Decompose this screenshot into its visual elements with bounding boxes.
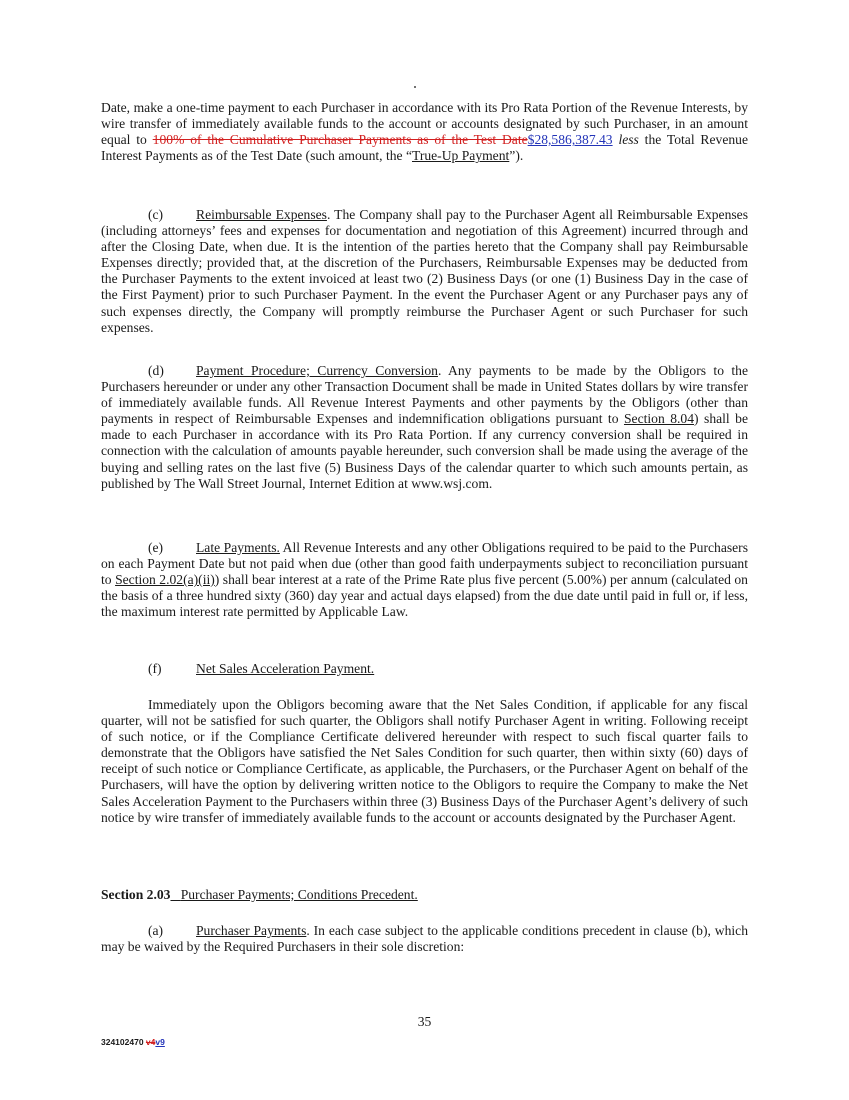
paragraph-payment-procedure [101, 363, 748, 492]
defined-term-true-up-payment: True-Up Payment [412, 148, 510, 164]
clause-label-f: (f) [148, 661, 162, 676]
clause-title-late-payments: Late Payments. [196, 540, 280, 555]
section-title-spacer [170, 887, 180, 902]
paragraph-late-payments [101, 540, 748, 620]
deleted-text: 100% of the Cumulative Purchaser Payments as of the Test Date [152, 132, 528, 148]
clause-title-reimbursable-expenses: Reimbursable Expenses [196, 207, 327, 222]
clause-body: ) shall be made to each Purchaser in accordance with its Pro Rata Portion. If any currency conversion shall be required in connection with the calculation of amounts payable hereunder, such conversion shall be made using the average of the buying and selling rates on the last five (5) Business Days of the calendar quarter to which such amounts pertain, as published by The Wall Street Journal, Internet Edition at www.wsj.com. [101, 411, 748, 491]
document-id: 324102470 [101, 1037, 146, 1047]
clause-label-e: (e) [148, 540, 164, 555]
paragraph-net-sales-acceleration [101, 697, 748, 826]
clause-body: Immediately upon the Obligors becoming aware that the Net Sales Condition, if applicable for any fiscal quarter, will not be satisfied for such quarter, the Obligors shall notify Purchaser Agent in writing. Following receipt of such notice, or if the Compliance Certificate delivered hereunder with respect to such fiscal quarter fails to demonstrate that the Obligors have satisfied the Net Sales Condition for such quarter, then within sixty (60) days of receipt of such notice or Compliance Certificate, as applicable, the Purchasers, or the Purchaser Agent on behalf of the Purchasers, will have the option by delivering written notice to the Obligors to require the Company to make the Net Sales Acceleration Payment to the Purchasers within three (3) Business Days of the Purchaser Agent’s delivery of such notice by wire transfer of immediately available funds to the account or accounts designated by the Purchaser Agent. [101, 697, 748, 825]
clause-label-d: (d) [148, 363, 164, 378]
clause-title-purchaser-payments: Purchaser Payments [196, 923, 307, 938]
italic-less: less [618, 132, 639, 148]
paragraph-purchaser-payments [101, 923, 748, 955]
clause-label-a: (a) [148, 923, 164, 938]
inserted-amount: $28,586,387.43 [527, 132, 613, 148]
clause-heading-net-sales [101, 661, 748, 677]
section-reference: Section 2.02(a)(ii) [115, 572, 215, 588]
clause-title-net-sales-acceleration: Net Sales Acceleration Payment. [196, 661, 375, 676]
section-number: Section 2.03 [101, 887, 171, 902]
paragraph-reimbursable-expenses [101, 207, 748, 336]
clause-body: . Any payments to be made by the Obligors to the Purchasers hereunder or under any other Transaction Document shall be made in United States dollars by wire transfer of immediately available funds. All Revenue Interest Payments and other payments by the Obligors (other than payments in respect of Reimbursable Expenses and indemnification obligations pursuant to [101, 363, 749, 427]
paragraph-text: Date, make a one-time payment to each Purchaser in accordance with its Pro Rata Portion of the Revenue Interests, by wire transfer of immediately available funds to the account or accounts designated by such Purchaser, in an amount equal to [101, 100, 748, 148]
stray-mark [414, 86, 416, 88]
document-id-footer [101, 1034, 165, 1050]
clause-body: . The Company shall pay to the Purchaser Agent all Reimbursable Expenses (including attorneys’ fees and expenses for documentation and negotiation of this Agreement) incurred through and after the Closing Date, when due. It is the intention of the parties hereto that the Company shall pay Reimbursable Expenses directly; provided that, at the discretion of the Purchasers, Reimbursable Expenses may be deducted from the Purchaser Payments to the extent invoiced at least two (2) Business Days (or one (1) Business Day in the case of the First Payment) prior to such Purchaser Payment. In the event the Purchaser Agent or any Purchaser pays any of such expenses directly, the Company will promptly reimburse the Purchaser Agent or such Purchaser for such expenses. [101, 207, 748, 335]
section-reference: Section 8.04 [623, 411, 695, 427]
clause-body: . In each case subject to the applicable conditions precedent in clause (b), which may be waived by the Required Purchasers in their sole discretion: [101, 923, 748, 955]
clause-body: All Revenue Interests and any other Obligations required to be paid to the Purchasers on each Payment Date but not paid when due (other than good faith underpayments subject to reconciliation pursuant to [101, 540, 748, 588]
version-deleted: v4 [145, 1037, 156, 1047]
section-heading-2-03 [101, 887, 748, 903]
paragraph-true-up-payment: Date, make a one-time payment to each Purchaser in accordance with its Pro Rata Portion of the Revenue Interests, by wire transfer of immediately available funds to the account or accounts designated by such Purchaser, in an amount equal to 100% of the Cumulative Purchaser Payments as of the Test Date$28,586,387.43 less the Total Revenue Interest Payments as of the Test Date (such amount, the “True-Up Payment”). [101, 100, 748, 164]
clause-title-payment-procedure: Payment Procedure; Currency Conversion [196, 363, 438, 378]
section-title: Purchaser Payments; Conditions Precedent. [180, 887, 418, 902]
clause-body: ) shall bear interest at a rate of the Prime Rate plus five percent (5.00%) per annum (calculated on the basis of a three hundred sixty (360) day year and actual days elapsed) from the due date until paid in full or, if less, the maximum interest rate permitted by Applicable Law. [101, 572, 748, 620]
page-number: 35 [417, 1014, 432, 1029]
clause-label-c: (c) [148, 207, 164, 222]
version-inserted: v9 [155, 1037, 165, 1047]
